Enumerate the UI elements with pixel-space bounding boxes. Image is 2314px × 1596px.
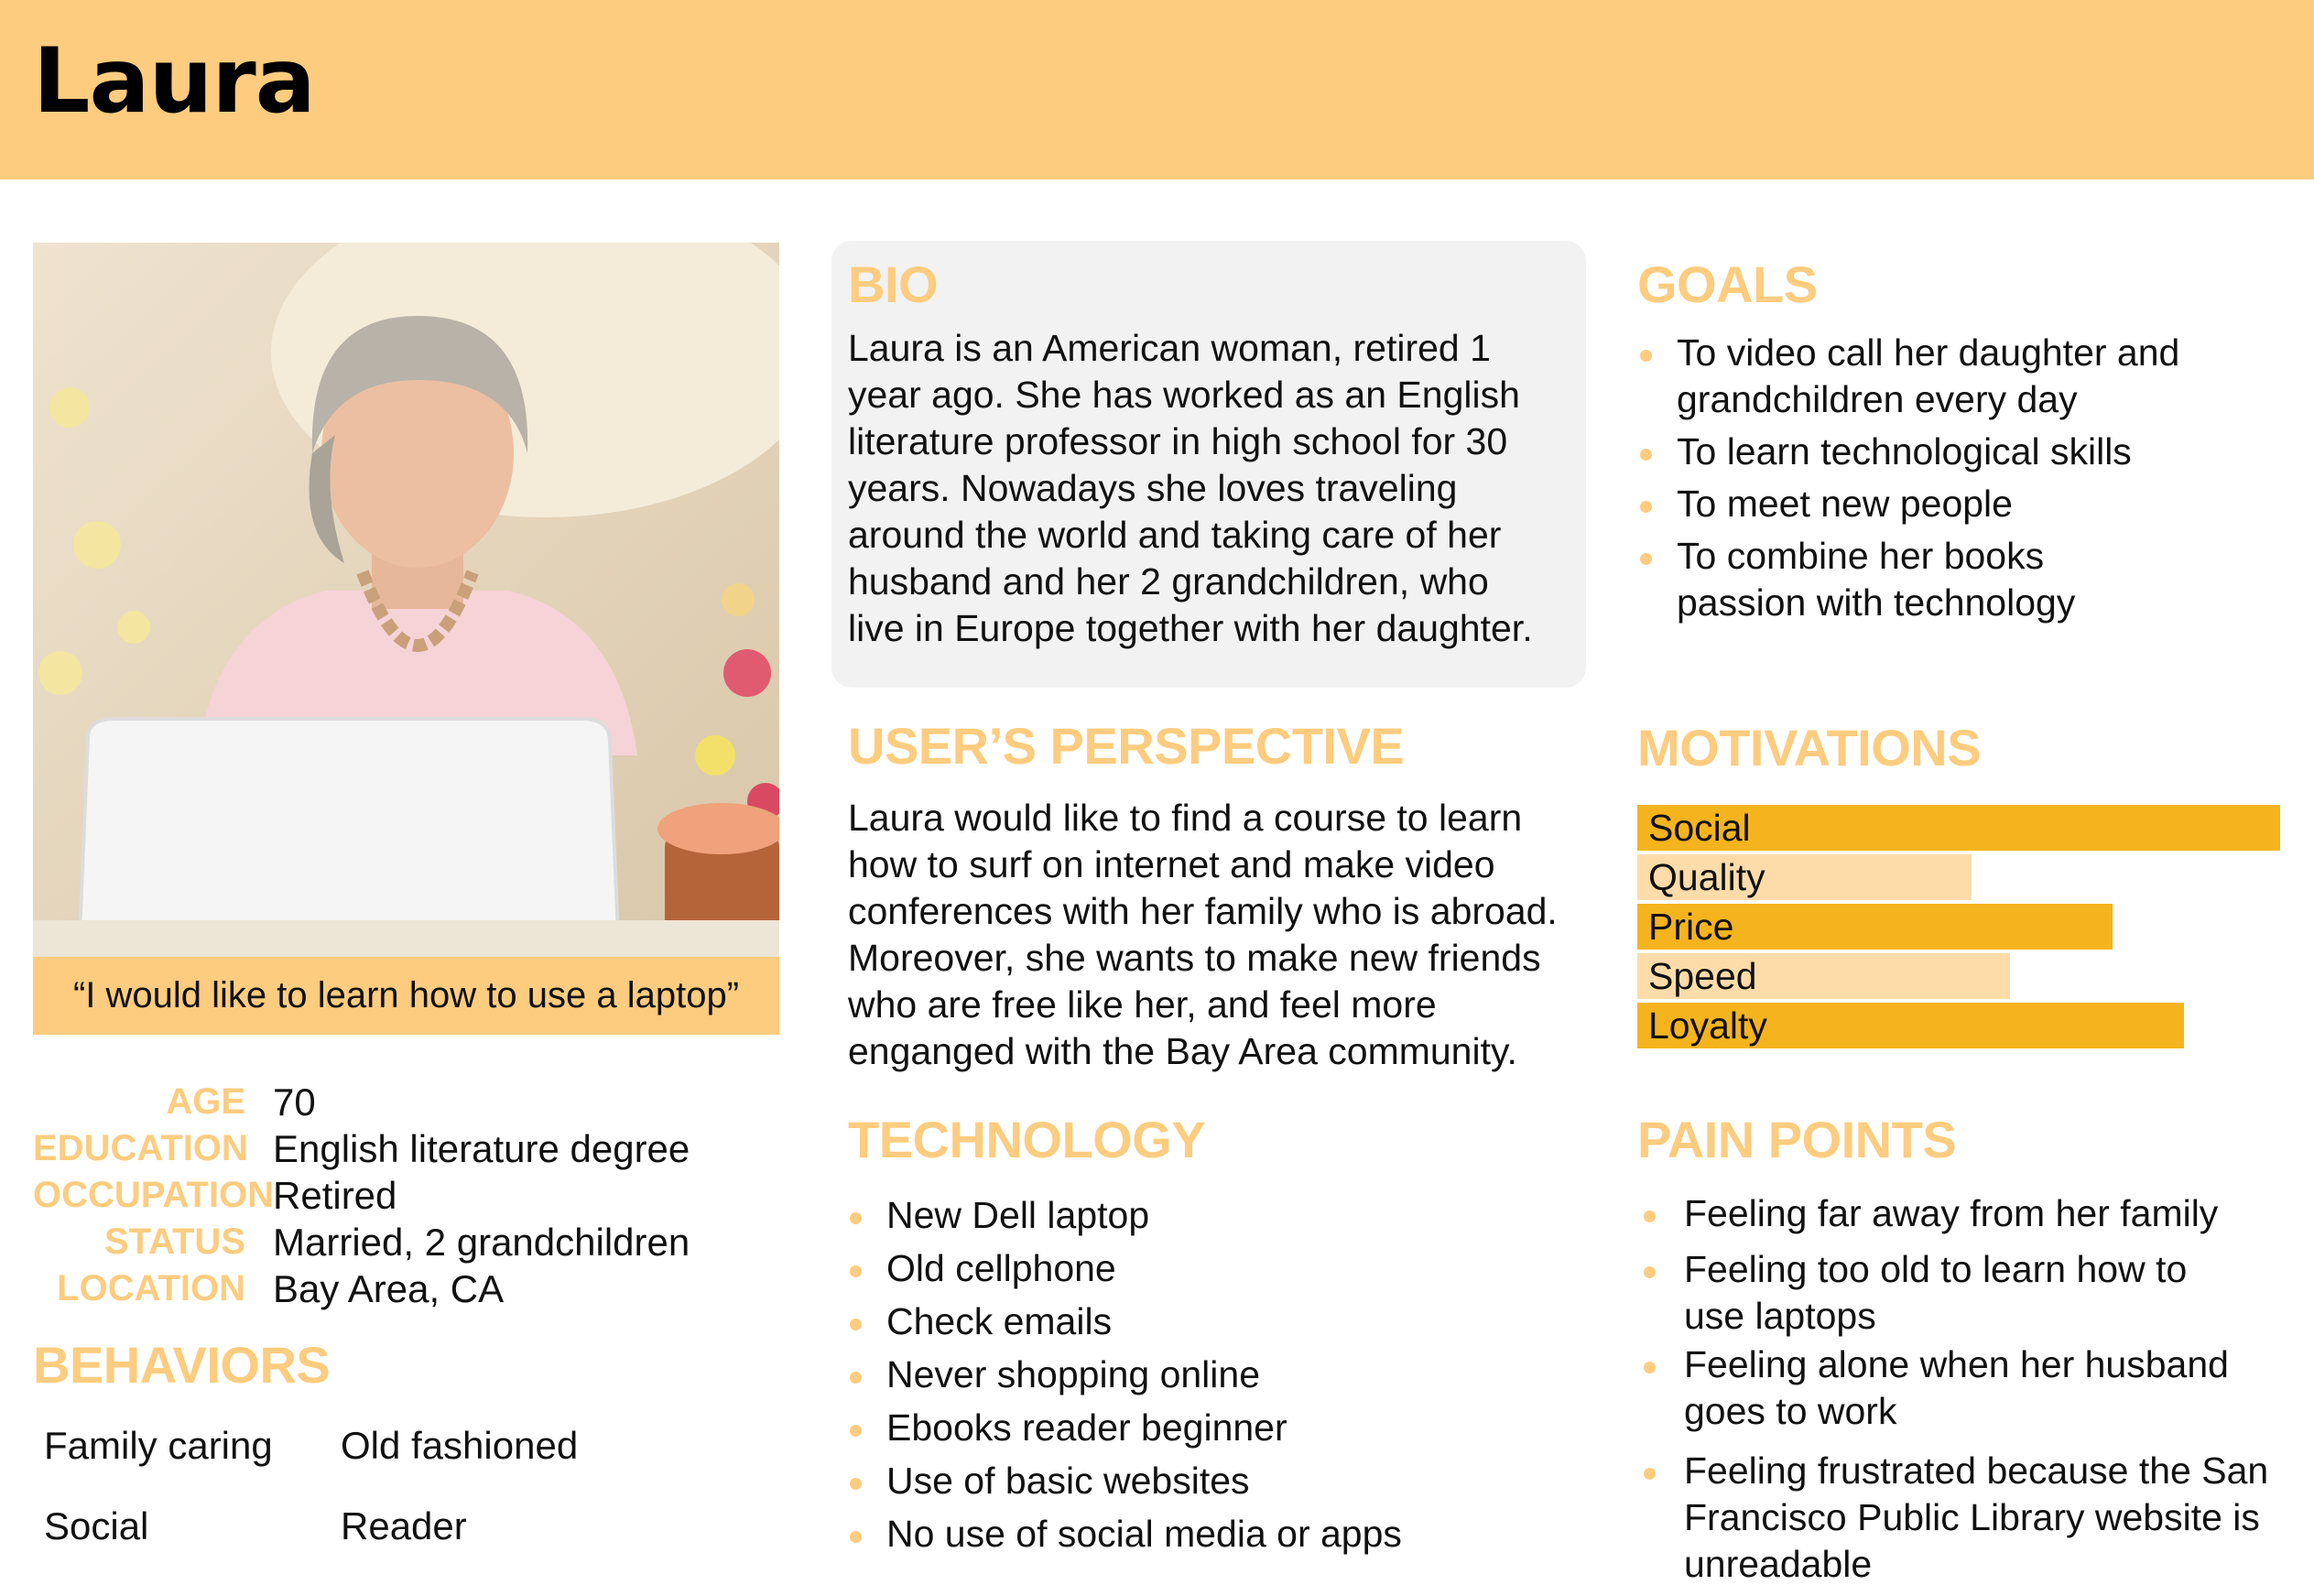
persona-quote: “I would like to learn how to use a laptop” [72,975,740,1015]
perspective-text [848,795,1558,1075]
pain-point-line: Feeling frustrated because the San [1684,1449,2269,1492]
goal-item [1637,533,2179,626]
goal-item [1637,481,2179,527]
pain-point-item [1641,1448,2268,1588]
motivation-row [1637,951,2287,1001]
goal-line: To video call her daughter and [1677,331,2180,374]
demographic-row [33,1125,766,1172]
bio-line: literature professor in high school for 30 [848,420,1508,462]
photo-illustration [33,243,779,957]
goal-item [1637,330,2179,423]
pain-point-line: Feeling alone when her husband [1684,1343,2229,1385]
perspective-title: USER’S PERSPECTIVE [848,717,1405,775]
goals-title: GOALS [1637,255,1818,313]
bio-line: year ago. She has worked as an English [848,374,1520,416]
technology-item: Use of basic websites [847,1458,1402,1504]
motivation-label: Quality [1648,856,1765,898]
pain-point-line: goes to work [1684,1390,1897,1432]
motivation-label: Speed [1648,955,1757,997]
demographic-row [33,1079,766,1125]
demographic-label: EDUCATION [33,1128,248,1168]
pain-point-line: Feeling far away from her family [1684,1192,2219,1234]
motivation-label: Price [1648,906,1734,948]
goal-line: passion with technology [1677,581,2076,624]
pain-point-line: use laptops [1684,1295,1876,1337]
persona-photo [33,243,779,1035]
bio-line: husband and her 2 grandchildren, who [848,560,1489,603]
demographic-value: English literature degree [273,1126,690,1170]
bio-title: BIO [848,255,939,313]
behavior-item: Reader [341,1504,467,1547]
bio-line: live in Europe together with her daughter. [848,607,1533,649]
pain-point-item [1641,1190,2268,1237]
demographic-label: STATUS [103,1221,245,1262]
technology-item: Old cellphone [847,1245,1402,1292]
demographic-value: Retired [273,1173,397,1217]
demographic-row [33,1219,766,1265]
motivation-row [1637,902,2287,951]
demographic-value: 70 [273,1080,316,1124]
motivations-title: MOTIVATIONS [1637,719,1982,776]
motivation-row [1637,852,2287,902]
perspective-line: how to surf on internet and make video [848,843,1495,885]
perspective-line: who are free like her, and feel more [848,983,1437,1026]
header-banner [0,0,2314,179]
behavior-item: Family caring [44,1424,273,1467]
persona-name: Laura [33,29,315,134]
bio-line: around the world and taking care of her [848,514,1502,556]
demographic-label: OCCUPATION [33,1175,274,1215]
goal-item [1637,429,2179,475]
demographics [33,1079,766,1312]
goal-line: To combine her books [1677,535,2045,577]
motivation-label: Loyalty [1648,1004,1767,1047]
pain-points-title: PAIN POINTS [1637,1111,1957,1168]
perspective-line: conferences with her family who is abroad. [848,890,1558,932]
perspective-line: Laura would like to find a course to learn [848,797,1523,839]
goal-line: To learn technological skills [1677,430,2132,472]
demographic-row [33,1172,766,1219]
motivation-row [1637,803,2287,852]
demographic-label: AGE [166,1081,245,1122]
demographic-value: Married, 2 grandchildren [273,1220,690,1264]
behavior-item: Old fashioned [341,1424,579,1467]
perspective-line: Moreover, she wants to make new friends [848,937,1541,979]
motivations-chart [1637,803,2287,1050]
pain-point-line: Feeling too old to learn how to [1684,1248,2188,1290]
motivation-label: Social [1648,807,1751,849]
technology-item: New Dell laptop [847,1192,1402,1239]
motivation-row [1637,1001,2287,1050]
goal-line: grandchildren every day [1677,378,2078,420]
demographic-label: LOCATION [57,1268,245,1308]
bio-line: years. Nowadays she loves traveling [848,467,1458,509]
technology-item: Check emails [847,1298,1402,1345]
demographic-row [33,1265,766,1312]
technology-list [847,1192,1402,1564]
technology-item: Never shopping online [847,1352,1402,1398]
behavior-item: Social [44,1504,149,1547]
behaviors-title: BEHAVIORS [33,1336,331,1394]
bio-text [848,325,1533,652]
perspective-line: enganged with the Bay Area community. [848,1030,1517,1072]
pain-point-item [1641,1246,2268,1340]
technology-title: TECHNOLOGY [848,1111,1206,1168]
pain-point-line: unreadable [1684,1543,1873,1585]
pain-points-list [1641,1190,2268,1588]
demographic-value: Bay Area, CA [273,1266,505,1310]
pain-point-item [1641,1341,2268,1435]
bio-line: Laura is an American woman, retired 1 [848,327,1491,369]
goals-list [1637,330,2179,632]
technology-item: Ebooks reader beginner [847,1405,1402,1451]
goal-line: To meet new people [1677,483,2013,525]
technology-item: No use of social media or apps [847,1511,1402,1558]
pain-point-line: Francisco Public Library website is [1684,1496,2260,1538]
